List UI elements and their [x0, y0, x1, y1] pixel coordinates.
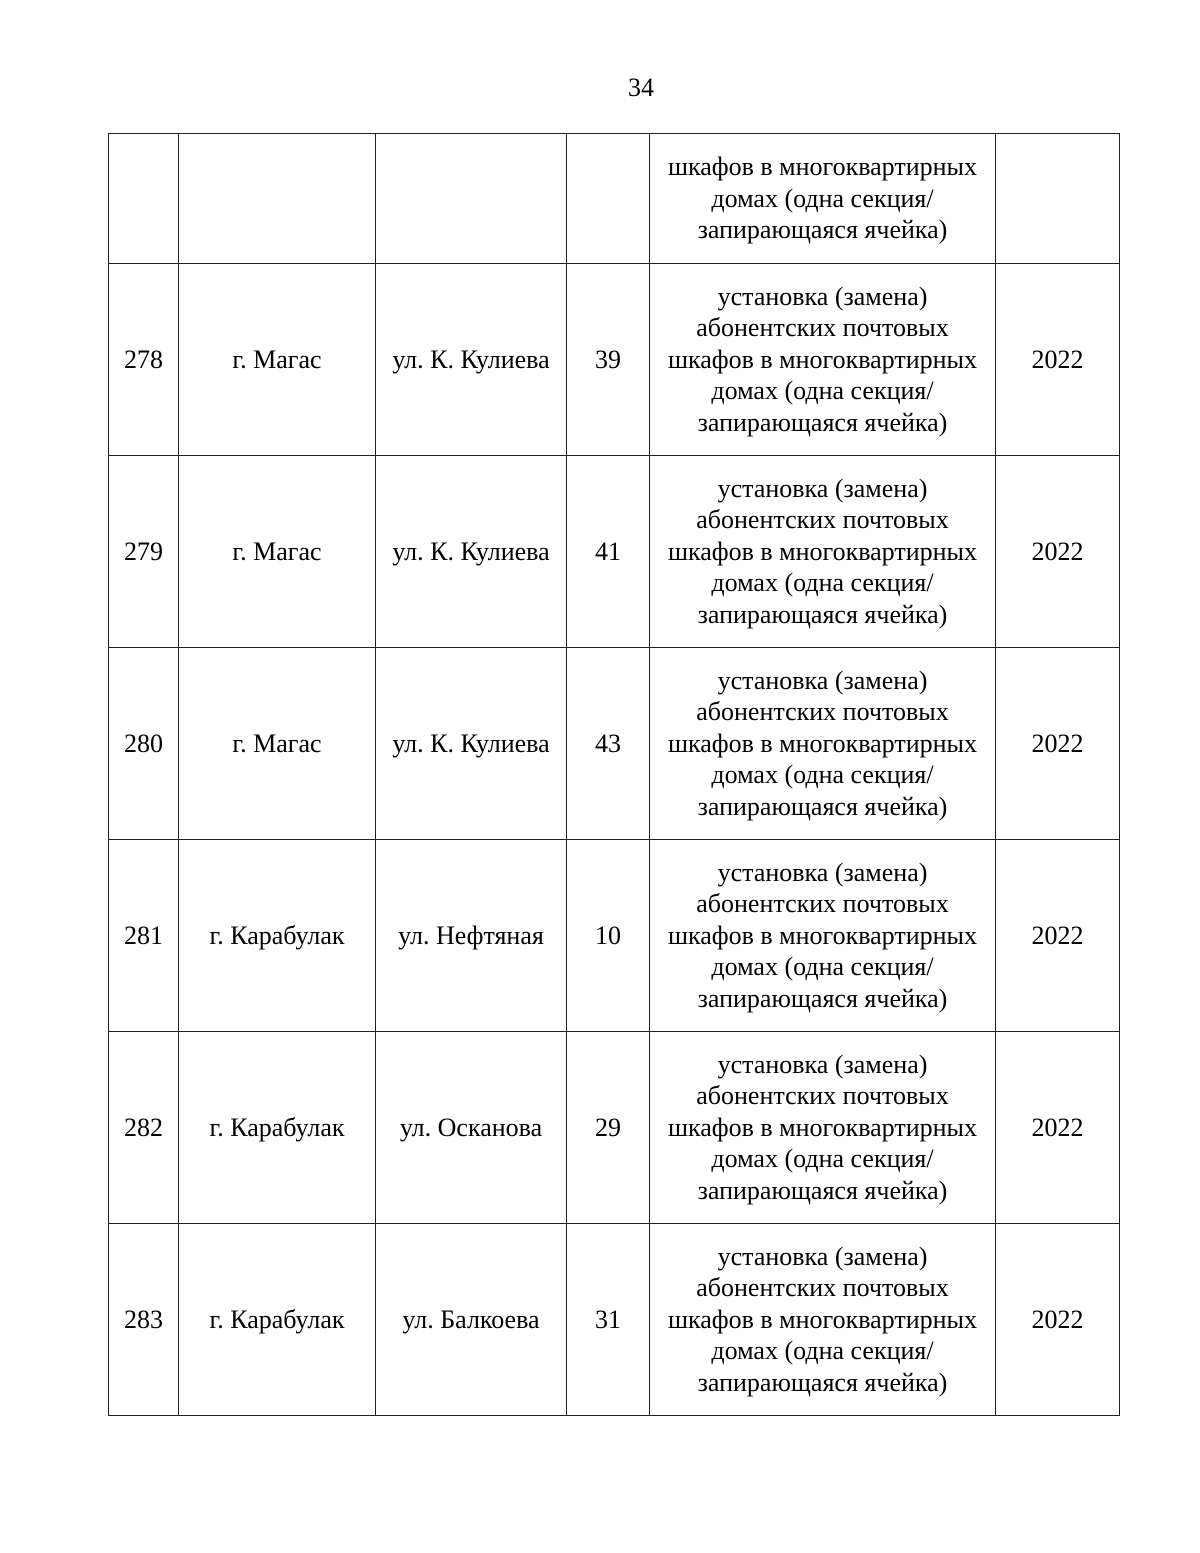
cell-year: 2022	[996, 1224, 1120, 1416]
cell-house: 29	[567, 1032, 650, 1224]
cell-house: 41	[567, 456, 650, 648]
cell-num: 281	[109, 840, 179, 1032]
cell-house: 39	[567, 264, 650, 456]
cell-work-type: установка (замена) абонентских почтовых шкафов в многоквартирных домах (одна секция/запирающаяся ячейка)	[650, 1032, 996, 1224]
cell-num: 278	[109, 264, 179, 456]
cell-num: 282	[109, 1032, 179, 1224]
cell-city: г. Магас	[179, 264, 376, 456]
cell-year: 2022	[996, 264, 1120, 456]
cell-city: г. Магас	[179, 456, 376, 648]
cell-year: 2022	[996, 648, 1120, 840]
cell-year: 2022	[996, 1032, 1120, 1224]
table-row	[109, 1032, 1120, 1224]
table-row-continued	[109, 134, 1120, 264]
cell-num: 280	[109, 648, 179, 840]
cell-city: г. Карабулак	[179, 1032, 376, 1224]
cell-house: 43	[567, 648, 650, 840]
cell-year: 2022	[996, 456, 1120, 648]
cell-work-type: шкафов в многоквартирных домах (одна секция/запирающаяся ячейка)	[650, 134, 996, 264]
cell-street: ул. К. Кулиева	[376, 648, 567, 840]
table-row	[109, 648, 1120, 840]
cell-num: 279	[109, 456, 179, 648]
cell-street: ул. Балкоева	[376, 1224, 567, 1416]
cell-year	[996, 134, 1120, 264]
page-number: 34	[628, 73, 654, 102]
cell-work-type: установка (замена) абонентских почтовых шкафов в многоквартирных домах (одна секция/запирающаяся ячейка)	[650, 840, 996, 1032]
cell-num	[109, 134, 179, 264]
cell-house: 10	[567, 840, 650, 1032]
cell-city	[179, 134, 376, 264]
cell-city: г. Карабулак	[179, 840, 376, 1032]
table-row	[109, 264, 1120, 456]
cell-work-type: установка (замена) абонентских почтовых шкафов в многоквартирных домах (одна секция/запирающаяся ячейка)	[650, 648, 996, 840]
cell-street: ул. Осканова	[376, 1032, 567, 1224]
cell-city: г. Магас	[179, 648, 376, 840]
cell-street: ул. К. Кулиева	[376, 264, 567, 456]
cell-work-type: установка (замена) абонентских почтовых шкафов в многоквартирных домах (одна секция/запирающаяся ячейка)	[650, 456, 996, 648]
table-row	[109, 840, 1120, 1032]
table-row	[109, 456, 1120, 648]
cell-work-type: установка (замена) абонентских почтовых шкафов в многоквартирных домах (одна секция/запирающаяся ячейка)	[650, 1224, 996, 1416]
table-row	[109, 1224, 1120, 1416]
cell-house: 31	[567, 1224, 650, 1416]
cell-house	[567, 134, 650, 264]
cell-street: ул. Нефтяная	[376, 840, 567, 1032]
registry-table	[108, 133, 1120, 1416]
cell-street: ул. К. Кулиева	[376, 456, 567, 648]
cell-city: г. Карабулак	[179, 1224, 376, 1416]
cell-work-type: установка (замена) абонентских почтовых шкафов в многоквартирных домах (одна секция/запирающаяся ячейка)	[650, 264, 996, 456]
cell-street	[376, 134, 567, 264]
cell-year: 2022	[996, 840, 1120, 1032]
cell-num: 283	[109, 1224, 179, 1416]
